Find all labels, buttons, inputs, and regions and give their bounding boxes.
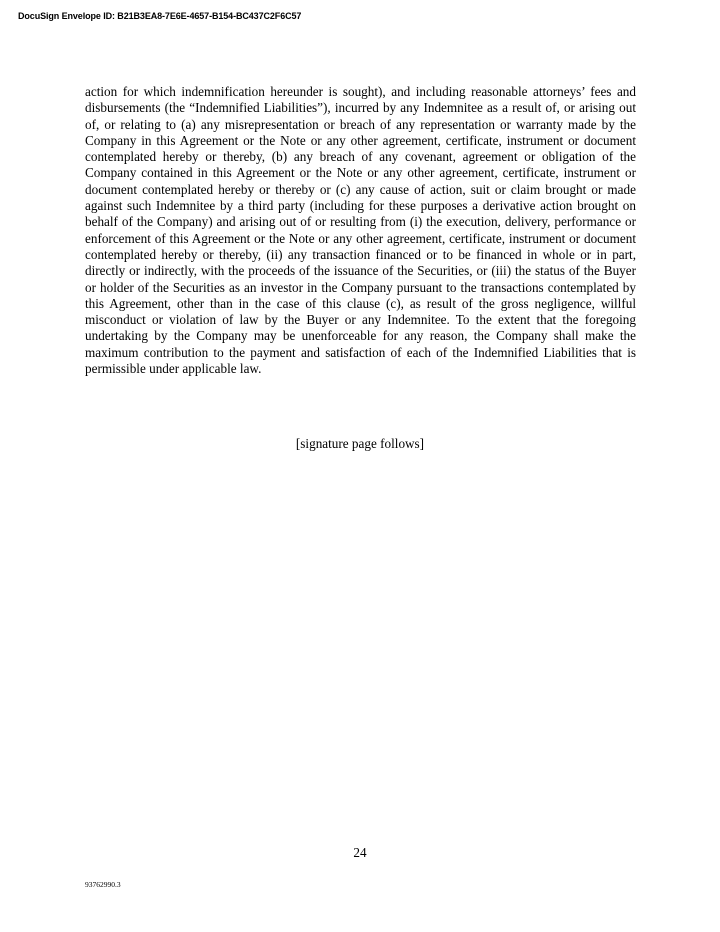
- document-number: 93762990.3: [85, 880, 121, 889]
- envelope-id: DocuSign Envelope ID: B21B3EA8-7E6E-4657-B154-BC437C2F6C57: [18, 11, 302, 21]
- body-paragraph: action for which indemnification hereunder is sought), and including reasonable attorneys’ fees and disbursements (the “Indemnified Liabilities”), incurred by any Indemnitee as a result of, or arising out of, or relating to (a) any misrepresentation or breach of any representation or warranty made by the Company in this Agreement or the Note or any other agreement, certificate, instrument or document contemplated hereby or thereby, (b) any breach of any covenant, agreement or obligation of the Company contained in this Agreement or the Note or any other agreement, certificate, instrument or document contemplated hereby or thereby or (c) any cause of action, suit or claim brought or made against such Indemnitee by a third party (including for these purposes a derivative action brought on behalf of the Company) and arising out of or resulting from (i) the execution, delivery, performance or enforcement of this Agreement or the Note or any other agreement, certificate, instrument or document contemplated hereby or thereby, (ii) any transaction financed or to be financed in whole or in part, directly or indirectly, with the proceeds of the issuance of the Securities, or (iii) the status of the Buyer or holder of the Securities as an investor in the Company pursuant to the transactions contemplated by this Agreement, other than in the case of this clause (c), as result of the gross negligence, willful misconduct or violation of law by the Buyer or any Indemnitee. To the extent that the foregoing undertaking by the Company may be unenforceable for any reason, the Company shall make the maximum contribution to the payment and satisfaction of each of the Indemnified Liabilities that is permissible under applicable law.: [85, 84, 636, 377]
- signature-page-note: [signature page follows]: [295, 436, 425, 451]
- page-number: 24: [353, 845, 367, 860]
